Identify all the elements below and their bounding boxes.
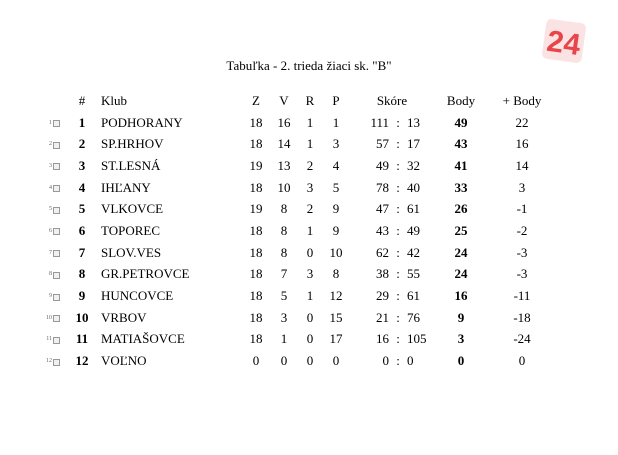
row-index: 1	[49, 119, 52, 126]
row-position: 10	[75, 309, 89, 325]
table-row	[38, 242, 557, 264]
row-draws: 2	[306, 157, 314, 173]
row-draws: 1	[306, 222, 314, 238]
row-draws: 2	[306, 201, 314, 217]
row-score-separator: :	[396, 136, 400, 152]
row-score-against: 40	[407, 179, 420, 195]
row-losses: 0	[332, 353, 340, 369]
row-select-checkbox[interactable]	[53, 185, 60, 192]
row-played: 19	[249, 201, 263, 217]
row-club: SP.HRHOV	[101, 136, 164, 152]
row-score-against: 61	[407, 201, 420, 217]
row-score-against: 0	[407, 353, 414, 369]
row-score-separator: :	[396, 244, 400, 260]
header-score: Skóre	[376, 92, 408, 108]
row-wins: 0	[280, 353, 288, 369]
table-row	[38, 133, 557, 155]
row-plus-points: -1	[516, 201, 528, 217]
row-index: 2	[49, 141, 52, 148]
row-wins: 1	[280, 331, 288, 347]
row-wins: 8	[280, 244, 288, 260]
row-position: 7	[78, 244, 86, 260]
row-checkbox	[53, 177, 67, 199]
row-draws: 3	[306, 266, 314, 282]
row-played: 18	[249, 222, 263, 238]
row-wins: 3	[280, 309, 288, 325]
row-club: SLOV.VES	[101, 244, 162, 260]
row-losses: 12	[329, 288, 343, 304]
row-position: 2	[78, 136, 86, 152]
table-row	[38, 329, 557, 351]
row-checkbox	[53, 220, 67, 242]
row-score-separator: :	[396, 353, 400, 369]
table-row	[38, 307, 557, 329]
row-position: 5	[78, 201, 86, 217]
row-club: MATIAŠOVCE	[101, 331, 185, 347]
row-played: 18	[249, 179, 263, 195]
row-losses: 17	[329, 331, 343, 347]
row-draws: 0	[306, 309, 314, 325]
row-wins: 10	[277, 179, 291, 195]
row-plus-points: 14	[515, 157, 529, 173]
row-losses: 15	[329, 309, 343, 325]
row-score-against: 105	[407, 331, 427, 347]
row-club: HUNCOVCE	[101, 288, 174, 304]
row-club: GR.PETROVCE	[101, 266, 190, 282]
row-select-checkbox[interactable]	[53, 207, 60, 214]
header-wins: V	[279, 92, 289, 108]
row-position: 9	[78, 288, 86, 304]
row-plus-points: 16	[515, 136, 529, 152]
row-losses: 9	[332, 222, 340, 238]
row-wins: 14	[277, 136, 291, 152]
row-position: 3	[78, 157, 86, 173]
row-select-checkbox[interactable]	[53, 359, 60, 366]
row-draws: 0	[306, 353, 314, 369]
row-losses: 10	[329, 244, 343, 260]
logo-text: 24	[544, 24, 583, 63]
row-position: 1	[78, 114, 86, 130]
row-losses: 5	[332, 179, 340, 195]
header-losses: P	[332, 92, 340, 108]
row-index: 5	[49, 206, 52, 213]
row-score-separator: :	[396, 266, 400, 282]
row-played: 18	[249, 244, 263, 260]
row-score-against: 49	[407, 222, 420, 238]
row-club: VOĽNO	[101, 353, 147, 369]
table-row	[38, 198, 557, 220]
row-select-checkbox[interactable]	[53, 294, 60, 301]
header-draws: R	[305, 92, 315, 108]
row-checkbox	[53, 242, 67, 264]
row-losses: 4	[332, 157, 340, 173]
row-club: VLKOVCE	[101, 201, 164, 217]
row-score-for: 29	[376, 288, 389, 304]
page-title: Tabuľka - 2. trieda žiaci sk. "B"	[226, 58, 392, 73]
row-draws: 3	[306, 179, 314, 195]
row-score-against: 76	[407, 309, 420, 325]
row-played: 18	[249, 309, 263, 325]
row-plus-points: -24	[513, 331, 531, 347]
row-plus-points: -3	[516, 244, 528, 260]
row-wins: 16	[277, 114, 291, 130]
header-points: Body	[446, 92, 476, 108]
table-row	[38, 264, 557, 286]
row-index: 3	[49, 162, 52, 169]
row-club: TOPOREC	[101, 222, 160, 238]
table-row	[38, 177, 557, 199]
row-points: 3	[457, 331, 465, 347]
row-select-checkbox[interactable]	[53, 250, 60, 257]
row-played: 18	[249, 331, 263, 347]
row-checkbox	[53, 133, 67, 155]
row-score-for: 111	[370, 114, 389, 130]
row-played: 19	[249, 157, 263, 173]
row-draws: 0	[306, 331, 314, 347]
row-score-separator: :	[396, 201, 400, 217]
row-select-checkbox[interactable]	[53, 315, 60, 322]
row-plus-points: -2	[516, 222, 528, 238]
row-checkbox	[53, 350, 67, 372]
row-plus-points: 22	[515, 114, 529, 130]
row-losses: 3	[332, 136, 340, 152]
row-index: 10	[46, 314, 52, 321]
header-position: #	[78, 92, 86, 108]
row-score-separator: :	[396, 331, 400, 347]
row-plus-points: -18	[513, 309, 531, 325]
row-losses: 9	[332, 201, 340, 217]
row-plus-points: -3	[516, 266, 528, 282]
row-wins: 8	[280, 222, 288, 238]
row-points: 24	[454, 266, 468, 282]
row-checkbox	[53, 112, 67, 134]
row-checkbox	[53, 155, 67, 177]
row-club: PODHORANY	[101, 114, 183, 130]
row-index: 9	[49, 293, 52, 300]
row-score-against: 42	[407, 244, 420, 260]
row-position: 8	[78, 266, 86, 282]
row-select-checkbox[interactable]	[53, 228, 60, 235]
row-score-against: 13	[407, 114, 420, 130]
row-select-checkbox[interactable]	[53, 272, 60, 279]
row-points: 43	[454, 136, 468, 152]
row-draws: 0	[306, 244, 314, 260]
row-select-checkbox[interactable]	[53, 337, 60, 344]
row-points: 0	[457, 353, 465, 369]
row-draws: 1	[306, 114, 314, 130]
row-select-checkbox[interactable]	[53, 142, 60, 149]
row-position: 4	[78, 179, 86, 195]
row-points: 41	[454, 157, 468, 173]
header-club: Klub	[101, 92, 127, 108]
row-score-for: 47	[376, 201, 389, 217]
row-position: 12	[75, 353, 89, 369]
row-score-against: 61	[407, 288, 420, 304]
row-plus-points: -11	[513, 288, 531, 304]
row-club: VRBOV	[101, 309, 147, 325]
table-row	[38, 155, 557, 177]
row-played: 18	[249, 114, 263, 130]
row-played: 18	[249, 288, 263, 304]
row-score-separator: :	[396, 309, 400, 325]
row-checkbox	[53, 329, 67, 351]
row-score-for: 62	[376, 244, 389, 260]
row-played: 0	[252, 353, 260, 369]
row-points: 24	[454, 244, 468, 260]
row-score-separator: :	[396, 222, 400, 238]
row-checkbox	[53, 285, 67, 307]
row-position: 11	[75, 331, 89, 347]
row-draws: 1	[306, 288, 314, 304]
row-plus-points: 3	[518, 179, 526, 195]
row-index: 8	[49, 271, 52, 278]
row-position: 6	[78, 222, 86, 238]
row-score-separator: :	[396, 179, 400, 195]
table-row	[38, 220, 557, 242]
table-row	[38, 350, 557, 372]
header-played: Z	[252, 92, 260, 108]
table-row	[38, 285, 557, 307]
row-points: 16	[454, 288, 468, 304]
row-checkbox	[53, 198, 67, 220]
row-index: 4	[49, 184, 52, 191]
row-index: 6	[49, 227, 52, 234]
row-score-for: 43	[376, 222, 389, 238]
row-score-for: 78	[376, 179, 389, 195]
header-checkbox	[53, 90, 67, 112]
header-index	[38, 90, 53, 112]
row-index: 12	[46, 358, 52, 365]
row-score-for: 49	[376, 157, 389, 173]
row-score-for: 21	[376, 309, 389, 325]
row-wins: 7	[280, 266, 288, 282]
row-score-for: 16	[376, 331, 389, 347]
row-select-checkbox[interactable]	[53, 120, 60, 127]
row-club: IHĽANY	[101, 179, 151, 195]
header-row	[38, 90, 557, 112]
standings-table	[38, 90, 557, 372]
row-score-separator: :	[396, 288, 400, 304]
row-score-for: 38	[376, 266, 389, 282]
row-points: 25	[454, 222, 468, 238]
row-index: 11	[46, 336, 52, 343]
row-score-separator: :	[396, 114, 400, 130]
row-wins: 5	[280, 288, 288, 304]
row-played: 18	[249, 266, 263, 282]
row-plus-points: 0	[518, 353, 526, 369]
row-wins: 13	[277, 157, 291, 173]
row-losses: 8	[332, 266, 340, 282]
row-score-separator: :	[396, 157, 400, 173]
row-checkbox	[53, 307, 67, 329]
row-points: 9	[457, 309, 465, 325]
row-score-for: 57	[376, 136, 389, 152]
row-score-for: 0	[382, 353, 389, 369]
row-select-checkbox[interactable]	[53, 163, 60, 170]
table-row	[38, 112, 557, 134]
row-score-against: 32	[407, 157, 420, 173]
row-club: ST.LESNÁ	[101, 157, 161, 173]
row-wins: 8	[280, 201, 288, 217]
row-draws: 1	[306, 136, 314, 152]
row-checkbox	[53, 264, 67, 286]
row-score-against: 17	[407, 136, 420, 152]
header-plus-points: + Body	[502, 92, 542, 108]
row-losses: 1	[332, 114, 340, 130]
row-index: 7	[49, 249, 52, 256]
row-score-against: 55	[407, 266, 420, 282]
row-points: 33	[454, 179, 468, 195]
row-points: 49	[454, 114, 468, 130]
row-played: 18	[249, 136, 263, 152]
row-points: 26	[454, 201, 468, 217]
